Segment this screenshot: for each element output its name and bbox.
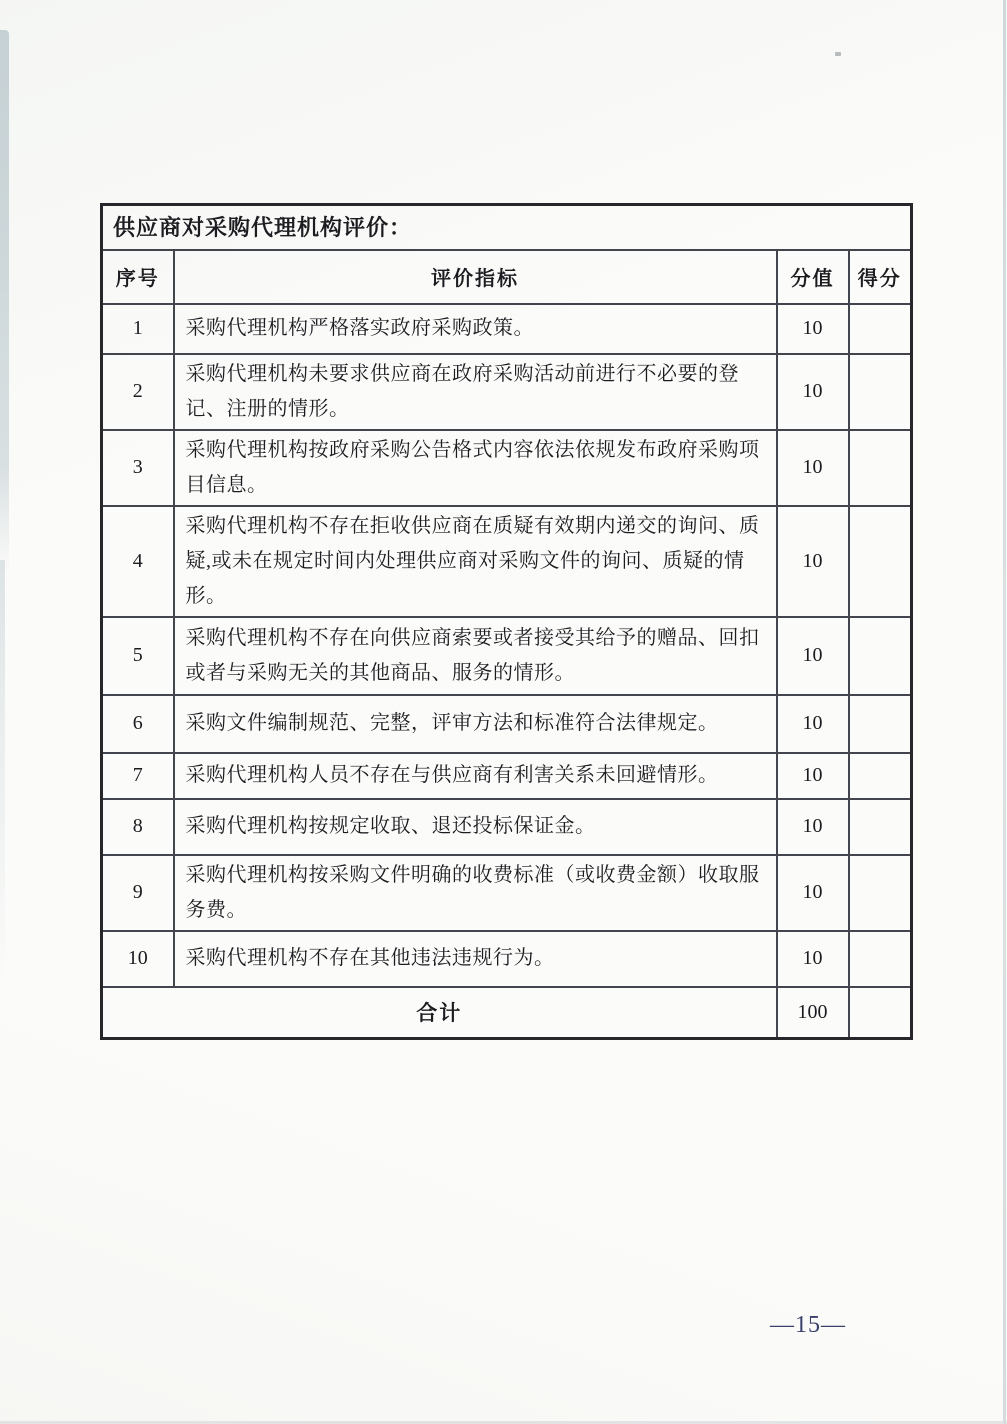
table-total-row <box>102 987 912 1039</box>
row-number: 9 <box>102 855 174 931</box>
row-score-obtained <box>849 506 912 617</box>
row-score-value: 10 <box>777 430 849 506</box>
row-indicator: 采购代理机构按采购文件明确的收费标准（或收费金额）收取服务费。 <box>174 855 777 931</box>
row-score-obtained <box>849 799 912 855</box>
scan-artifact-left-edge <box>0 30 9 575</box>
row-score-value: 10 <box>777 855 849 931</box>
table-row <box>102 931 912 987</box>
row-score-obtained <box>849 931 912 987</box>
row-score-value: 10 <box>777 695 849 753</box>
table-header-row <box>102 250 912 304</box>
row-number: 4 <box>102 506 174 617</box>
scan-artifact-left-edge-lower <box>0 560 5 980</box>
row-score-obtained <box>849 855 912 931</box>
row-number: 10 <box>102 931 174 987</box>
evaluation-table <box>100 203 913 1040</box>
section-title: 供应商对采购代理机构评价： <box>102 205 912 250</box>
total-label: 合计 <box>102 987 777 1039</box>
header-no: 序号 <box>102 250 174 304</box>
row-number: 3 <box>102 430 174 506</box>
row-score-value: 10 <box>777 617 849 695</box>
total-score-obtained <box>849 987 912 1039</box>
row-number: 8 <box>102 799 174 855</box>
row-score-obtained <box>849 753 912 799</box>
row-number: 1 <box>102 304 174 354</box>
row-score-value: 10 <box>777 304 849 354</box>
row-indicator: 采购代理机构按政府采购公告格式内容依法依规发布政府采购项目信息。 <box>174 430 777 506</box>
row-number: 6 <box>102 695 174 753</box>
row-score-value: 10 <box>777 354 849 430</box>
row-number: 5 <box>102 617 174 695</box>
row-indicator: 采购代理机构不存在向供应商索要或者接受其给予的赠品、回扣或者与采购无关的其他商品、服务的情形。 <box>174 617 777 695</box>
table-row <box>102 506 912 617</box>
row-score-value: 10 <box>777 931 849 987</box>
total-score-value: 100 <box>777 987 849 1039</box>
row-score-value: 10 <box>777 506 849 617</box>
row-score-obtained <box>849 304 912 354</box>
row-score-obtained <box>849 695 912 753</box>
header-score: 分值 <box>777 250 849 304</box>
row-indicator: 采购代理机构人员不存在与供应商有利害关系未回避情形。 <box>174 753 777 799</box>
header-obtained: 得分 <box>849 250 912 304</box>
row-score-obtained <box>849 430 912 506</box>
table-row <box>102 695 912 753</box>
row-score-obtained <box>849 617 912 695</box>
row-indicator: 采购文件编制规范、完整，评审方法和标准符合法律规定。 <box>174 695 777 753</box>
row-indicator: 采购代理机构未要求供应商在政府采购活动前进行不必要的登记、注册的情形。 <box>174 354 777 430</box>
row-indicator: 采购代理机构不存在拒收供应商在质疑有效期内递交的询问、质疑,或未在规定时间内处理供应商对采购文件的询问、质疑的情形。 <box>174 506 777 617</box>
row-indicator: 采购代理机构按规定收取、退还投标保证金。 <box>174 799 777 855</box>
row-score-value: 10 <box>777 753 849 799</box>
row-indicator: 采购代理机构不存在其他违法违规行为。 <box>174 931 777 987</box>
table-row <box>102 753 912 799</box>
page-number: —15— <box>770 1312 846 1338</box>
row-indicator: 采购代理机构严格落实政府采购政策。 <box>174 304 777 354</box>
table-row <box>102 304 912 354</box>
table-row <box>102 354 912 430</box>
table-row <box>102 799 912 855</box>
row-number: 7 <box>102 753 174 799</box>
header-indicator: 评价指标 <box>174 250 777 304</box>
table-row <box>102 855 912 931</box>
row-number: 2 <box>102 354 174 430</box>
scan-artifact-speck <box>835 52 841 56</box>
table-title-row <box>102 205 912 250</box>
scan-artifact-right-edge <box>1003 0 1006 1424</box>
table-row <box>102 430 912 506</box>
row-score-value: 10 <box>777 799 849 855</box>
table-row <box>102 617 912 695</box>
row-score-obtained <box>849 354 912 430</box>
